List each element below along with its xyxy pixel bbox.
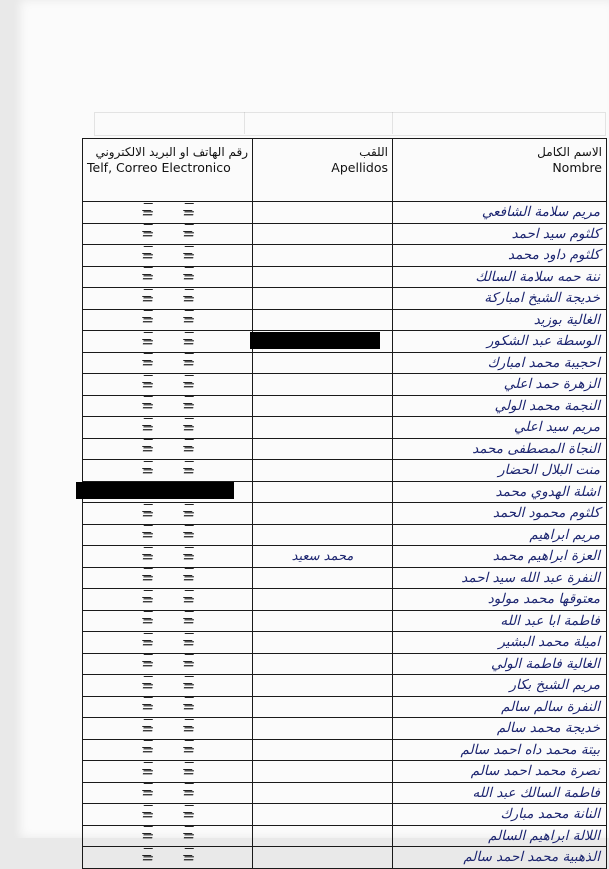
ditto-mark: = <box>139 225 156 244</box>
contact-cell <box>83 546 253 568</box>
ditto-mark: = <box>139 246 156 265</box>
surname-cell <box>253 718 393 740</box>
ditto-mark: = <box>139 203 156 222</box>
fullname-cell: مريم سلامة الشافعي <box>393 202 607 224</box>
ditto-mark: = <box>139 375 156 394</box>
ditto-mark: = <box>180 375 197 394</box>
fullname-cell: الوسطة عبد الشكور <box>393 331 607 353</box>
table-row <box>83 653 607 675</box>
contact-cell <box>83 395 253 417</box>
ditto-mark: = <box>139 354 156 373</box>
contact-cell <box>83 417 253 439</box>
ditto-mark: = <box>180 418 197 437</box>
fullname-cell: بيتة محمد داه احمد سالم <box>393 739 607 761</box>
contact-cell <box>83 288 253 310</box>
ditto-mark: = <box>139 741 156 760</box>
fullname-cell: النجاة المصطفى محمد <box>393 438 607 460</box>
contact-cell <box>83 309 253 331</box>
table-row <box>83 847 607 869</box>
ditto-mark: = <box>180 784 197 803</box>
bleed-through-table <box>94 112 606 136</box>
surname-cell <box>253 460 393 482</box>
table-row <box>83 288 607 310</box>
surname-cell <box>253 266 393 288</box>
surname-cell <box>253 589 393 611</box>
fullname-cell: اشلة الهدوي محمد <box>393 481 607 503</box>
fullname-cell: خديجة محمد سالم <box>393 718 607 740</box>
table-row <box>83 245 607 267</box>
ditto-mark: = <box>139 504 156 523</box>
bleed-through-line <box>392 112 393 134</box>
fullname-cell: فاطمة ابا عبد الله <box>393 610 607 632</box>
ditto-mark: = <box>180 698 197 717</box>
table-row <box>83 417 607 439</box>
contact-cell <box>83 245 253 267</box>
ditto-mark: = <box>180 569 197 588</box>
ditto-mark: = <box>139 633 156 652</box>
registration-table <box>82 138 607 869</box>
surname-cell <box>253 567 393 589</box>
table-row <box>83 395 607 417</box>
ditto-mark: = <box>180 676 197 695</box>
table-row <box>83 223 607 245</box>
ditto-mark: = <box>139 848 156 867</box>
ditto-mark: = <box>180 590 197 609</box>
ditto-mark: = <box>180 246 197 265</box>
table-row <box>83 567 607 589</box>
surname-cell <box>253 825 393 847</box>
surname-cell <box>253 632 393 654</box>
ditto-mark: = <box>180 289 197 308</box>
fullname-cell: فاطمة السالك عبد الله <box>393 782 607 804</box>
ditto-mark: = <box>139 461 156 480</box>
ditto-mark: = <box>180 526 197 545</box>
surname-cell <box>253 782 393 804</box>
table-row <box>83 696 607 718</box>
contact-cell <box>83 223 253 245</box>
contact-cell <box>83 782 253 804</box>
contact-cell <box>83 718 253 740</box>
surname-cell: محمد سعيد <box>253 546 393 568</box>
fullname-cell: احجيبة محمد امبارك <box>393 352 607 374</box>
ditto-mark: = <box>139 827 156 846</box>
ditto-mark: = <box>180 633 197 652</box>
ditto-mark: = <box>139 332 156 351</box>
table-row <box>83 610 607 632</box>
table-row <box>83 632 607 654</box>
fullname-cell: منت البلال الحضار <box>393 460 607 482</box>
contact-cell <box>83 589 253 611</box>
surname-cell <box>253 202 393 224</box>
ditto-mark: = <box>139 397 156 416</box>
header-fullname-es: Nombre <box>552 160 602 175</box>
header-surname-ar: اللقب <box>359 145 388 159</box>
ditto-mark: = <box>180 762 197 781</box>
table-row <box>83 438 607 460</box>
ditto-mark: = <box>139 289 156 308</box>
table-row <box>83 503 607 525</box>
fullname-cell: اميلة محمد البشير <box>393 632 607 654</box>
contact-cell <box>83 352 253 374</box>
surname-cell <box>253 223 393 245</box>
contact-cell <box>83 438 253 460</box>
fullname-cell: مريم سيد اعلي <box>393 417 607 439</box>
header-fullname <box>393 139 607 202</box>
table-row <box>83 675 607 697</box>
fullname-cell: الذهبية محمد احمد سالم <box>393 847 607 869</box>
contact-cell <box>83 202 253 224</box>
surname-cell <box>253 739 393 761</box>
ditto-mark: = <box>139 719 156 738</box>
surname-cell <box>253 288 393 310</box>
header-contact-ar: رقم الهاتف او البريد الالكتروني <box>95 145 248 159</box>
fullname-cell: النجمة محمد الولي <box>393 395 607 417</box>
fullname-cell: كلثوم محمود الحمد <box>393 503 607 525</box>
fullname-cell: العزة ابراهيم محمد <box>393 546 607 568</box>
table-body <box>83 202 607 869</box>
surname-cell <box>253 395 393 417</box>
table-row <box>83 718 607 740</box>
contact-cell <box>83 804 253 826</box>
fullname-cell: النانة محمد مبارك <box>393 804 607 826</box>
ditto-mark: = <box>139 526 156 545</box>
ditto-mark: = <box>180 225 197 244</box>
table-row <box>83 524 607 546</box>
table-row <box>83 460 607 482</box>
header-contact <box>83 139 253 202</box>
contact-cell <box>83 460 253 482</box>
table-row <box>83 309 607 331</box>
ditto-mark: = <box>139 418 156 437</box>
table-row <box>83 804 607 826</box>
ditto-mark: = <box>139 784 156 803</box>
contact-cell <box>83 567 253 589</box>
surname-cell <box>253 374 393 396</box>
table-row <box>83 202 607 224</box>
contact-cell <box>83 761 253 783</box>
contact-cell <box>83 374 253 396</box>
ditto-mark: = <box>180 741 197 760</box>
table-row <box>83 589 607 611</box>
surname-cell <box>253 352 393 374</box>
contact-cell <box>83 266 253 288</box>
surname-cell <box>253 309 393 331</box>
table-row <box>83 782 607 804</box>
table-row <box>83 374 607 396</box>
ditto-mark: = <box>180 268 197 287</box>
ditto-mark: = <box>180 655 197 674</box>
contact-cell <box>83 847 253 869</box>
table-row <box>83 546 607 568</box>
header-surname-es: Apellidos <box>331 160 388 175</box>
surname-cell <box>253 610 393 632</box>
table-row <box>83 825 607 847</box>
ditto-mark: = <box>180 311 197 330</box>
ditto-mark: = <box>139 612 156 631</box>
contact-cell <box>83 696 253 718</box>
ditto-mark: = <box>180 827 197 846</box>
fullname-cell: مريم ابراهيم <box>393 524 607 546</box>
redaction-bar <box>76 482 234 499</box>
header-row <box>83 139 607 202</box>
ditto-mark: = <box>180 332 197 351</box>
ditto-mark: = <box>139 569 156 588</box>
fullname-cell: نصرة محمد احمد سالم <box>393 761 607 783</box>
table-row <box>83 739 607 761</box>
fullname-cell: خديجة الشيخ امباركة <box>393 288 607 310</box>
header-surname <box>253 139 393 202</box>
fullname-cell: النفرة عبد الله سيد احمد <box>393 567 607 589</box>
ditto-mark: = <box>180 504 197 523</box>
contact-cell <box>83 503 253 525</box>
contact-cell <box>83 739 253 761</box>
surname-cell <box>253 675 393 697</box>
contact-cell <box>83 675 253 697</box>
surname-cell <box>253 653 393 675</box>
surname-cell <box>253 245 393 267</box>
surname-cell <box>253 847 393 869</box>
ditto-mark: = <box>180 354 197 373</box>
ditto-mark: = <box>180 547 197 566</box>
fullname-cell: الغالية بوزيد <box>393 309 607 331</box>
table-row <box>83 266 607 288</box>
ditto-mark: = <box>139 440 156 459</box>
surname-cell <box>253 481 393 503</box>
table-row <box>83 761 607 783</box>
ditto-mark: = <box>139 698 156 717</box>
redaction-bar <box>250 332 380 349</box>
surname-cell <box>253 524 393 546</box>
surname-cell <box>253 438 393 460</box>
header-fullname-ar: الاسم الكامل <box>537 145 602 159</box>
fullname-cell: النفرة سالم سالم <box>393 696 607 718</box>
surname-cell <box>253 696 393 718</box>
contact-cell <box>83 524 253 546</box>
ditto-mark: = <box>180 848 197 867</box>
surname-cell <box>253 417 393 439</box>
contact-cell <box>83 653 253 675</box>
fullname-cell: ننة حمه سلامة السالك <box>393 266 607 288</box>
fullname-cell: الغالية فاطمة الولي <box>393 653 607 675</box>
surname-cell <box>253 804 393 826</box>
scanned-page <box>14 0 609 867</box>
ditto-mark: = <box>139 762 156 781</box>
bleed-through-line <box>244 112 245 134</box>
contact-cell <box>83 632 253 654</box>
ditto-mark: = <box>139 590 156 609</box>
ditto-mark: = <box>180 719 197 738</box>
ditto-mark: = <box>180 612 197 631</box>
ditto-mark: = <box>139 311 156 330</box>
ditto-mark: = <box>180 461 197 480</box>
ditto-mark: = <box>139 676 156 695</box>
contact-cell <box>83 610 253 632</box>
fullname-cell: كلثوم داود محمد <box>393 245 607 267</box>
ditto-mark: = <box>139 655 156 674</box>
ditto-mark: = <box>139 268 156 287</box>
contact-cell <box>83 825 253 847</box>
ditto-mark: = <box>180 805 197 824</box>
ditto-mark: = <box>180 203 197 222</box>
surname-cell <box>253 761 393 783</box>
ditto-mark: = <box>180 397 197 416</box>
fullname-cell: مريم الشيخ بكار <box>393 675 607 697</box>
fullname-cell: الزهرة حمد اعلي <box>393 374 607 396</box>
fullname-cell: كلثوم سيد احمد <box>393 223 607 245</box>
ditto-mark: = <box>139 805 156 824</box>
contact-cell <box>83 331 253 353</box>
fullname-cell: معتوقها محمد مولود <box>393 589 607 611</box>
fullname-cell: اللالة ابراهيم السالم <box>393 825 607 847</box>
table-row <box>83 352 607 374</box>
header-contact-es: Telf, Correo Electronico <box>87 160 231 175</box>
ditto-mark: = <box>139 547 156 566</box>
ditto-mark: = <box>180 440 197 459</box>
surname-cell <box>253 503 393 525</box>
